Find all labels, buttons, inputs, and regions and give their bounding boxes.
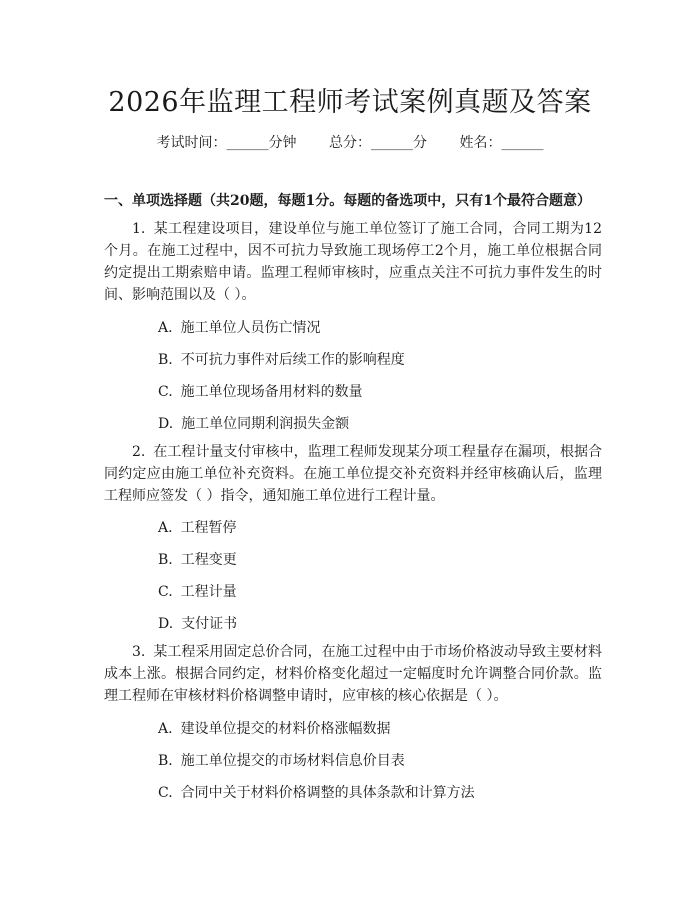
question-3-option-c (158, 782, 475, 802)
option-letter: D. (158, 416, 174, 432)
option-text: 施工单位现场备用材料的数量 (180, 384, 363, 400)
option-text: 工程计量 (180, 584, 237, 600)
question-2-option-b (158, 549, 237, 569)
question-3 (104, 641, 602, 707)
question-1-option-d (158, 413, 349, 433)
option-text: 工程变更 (180, 552, 237, 568)
question-2-option-a (158, 517, 237, 537)
question-3-option-b (158, 750, 405, 770)
option-letter: A. (158, 520, 173, 536)
question-3-option-a (158, 718, 391, 738)
total-score-field: 总分：______分 (329, 135, 427, 151)
question-2-option-c (158, 581, 237, 601)
option-letter: C. (158, 584, 173, 600)
question-1 (104, 218, 602, 306)
question-text: 在工程计量支付审核中，监理工程师发现某分项工程量存在漏项，根据合同约定应由施工单位补充资料。在施工单位提交补充资料并经审核确认后，监理工程师应签发（ ）指令，通知施工单位进行工程计量。 (104, 444, 602, 504)
name-field: 姓名：______ (459, 135, 544, 151)
page-title: 2026年监理工程师考试案例真题及答案 (108, 87, 592, 118)
option-text: 建设单位提交的材料价格涨幅数据 (180, 721, 391, 737)
option-text: 不可抗力事件对后续工作的影响程度 (180, 352, 405, 368)
section-heading: 一、单项选择题（共20题，每题1分。每题的备选项中，只有1个最符合题意） (104, 193, 591, 209)
option-text: 工程暂停 (180, 520, 237, 536)
exam-time-field: 考试时间：______分钟 (156, 135, 297, 151)
question-text: 某工程采用固定总价合同，在施工过程中由于市场价格波动导致主要材料成本上涨。根据合同约定，材料价格变化超过一定幅度时允许调整合同价款。监理工程师在审核材料价格调整申请时，应审核的核心依据是（ ）。 (104, 644, 602, 704)
option-letter: D. (158, 616, 174, 632)
option-text: 施工单位人员伤亡情况 (180, 320, 321, 336)
option-text: 支付证书 (181, 616, 238, 632)
option-letter: B. (158, 352, 173, 368)
question-2 (104, 441, 602, 507)
question-1-option-c (158, 381, 363, 401)
question-number: 1. (132, 221, 146, 237)
option-letter: A. (158, 320, 173, 336)
option-text: 施工单位提交的市场材料信息价目表 (180, 753, 405, 769)
option-letter: B. (158, 552, 173, 568)
exam-meta (0, 132, 700, 152)
question-number: 2. (132, 444, 146, 460)
option-text: 施工单位同期利润损失金额 (181, 416, 350, 432)
question-number: 3. (132, 644, 146, 660)
option-letter: A. (158, 721, 173, 737)
option-letter: C. (158, 785, 173, 801)
question-text: 某工程建设项目，建设单位与施工单位签订了施工合同，合同工期为12个月。在施工过程中，因不可抗力导致施工现场停工2个月，施工单位根据合同约定提出工期索赔申请。监理工程师审核时，应重点关注不可抗力事件发生的时间、影响范围以及（ ）。 (104, 221, 602, 303)
option-letter: B. (158, 753, 173, 769)
question-2-option-d (158, 613, 237, 633)
option-letter: C. (158, 384, 173, 400)
question-1-option-b (158, 349, 405, 369)
option-text: 合同中关于材料价格调整的具体条款和计算方法 (180, 785, 475, 801)
question-1-option-a (158, 317, 321, 337)
